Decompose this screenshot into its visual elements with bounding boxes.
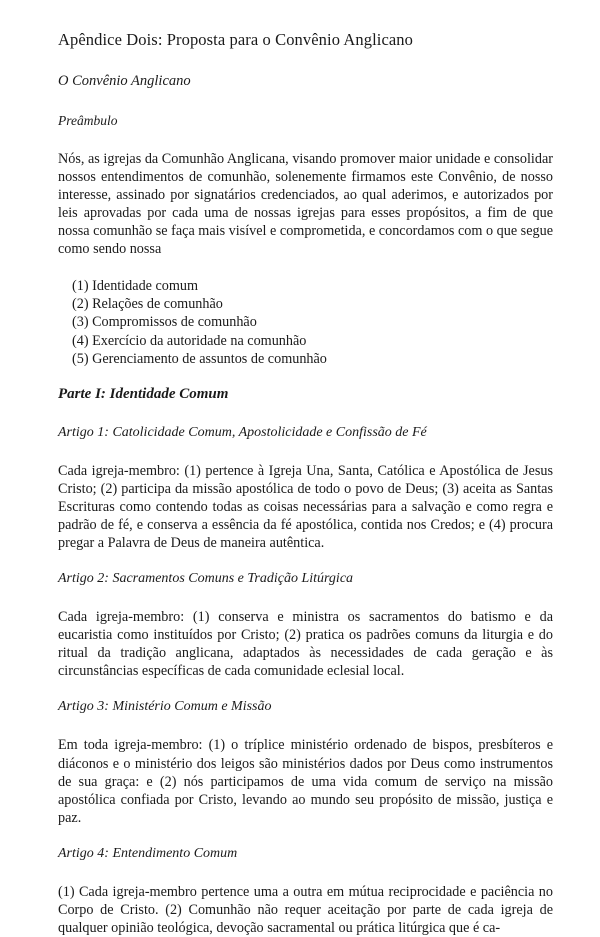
article-section bbox=[58, 570, 553, 680]
preamble-paragraph: Nós, as igrejas da Comunhão Anglicana, visando promover maior unidade e consolidar nossos entendimentos de comunhão, solenemente firmamos este Convênio, de nosso interesse, assinado por signatários credenciados, ao qual aderimos, e autorizados por leis aprovadas por cada uma de nossas igrejas para esses propósitos, a fim de que nossa comunhão se faça mais visível e comprometida, e concordamos com o que segue como sendo nossa bbox=[58, 151, 553, 258]
article-heading: Artigo 2: Sacramentos Comuns e Tradição Litúrgica bbox=[58, 571, 354, 587]
article-section bbox=[58, 845, 553, 937]
article-heading: Artigo 3: Ministério Comum e Missão bbox=[58, 699, 272, 715]
page-title: Apêndice Dois: Proposta para o Convênio Anglicano bbox=[58, 30, 414, 49]
article-heading: Artigo 1: Catolicidade Comum, Apostolicidade e Confissão de Fé bbox=[58, 424, 427, 440]
list-item: (5) Gerenciamento de assuntos de comunhão bbox=[72, 351, 327, 368]
covenant-sections-list bbox=[58, 277, 553, 369]
article-body: Cada igreja-membro: (1) conserva e ministra os sacramentos do batismo e da eucaristia como instituídos por Cristo; (2) pratica os padrões comuns da liturgia e do ritual da tradição anglicana, adaptados às necessidades de cada geração e às circunstâncias específicas de cada comunidade eclesial local. bbox=[58, 609, 553, 680]
list-item: (4) Exercício da autoridade na comunhão bbox=[72, 332, 307, 349]
article-body: Em toda igreja-membro: (1) o tríplice ministério ordenado de bispos, presbíteros e diáconos e o ministério dos leigos são ministérios dados por Deus como instrumentos de sua graça: e (2) nós participamos de uma vida comum de serviço na missão apostólica confiada por Cristo, levando ao mundo seu propósito de missão, justiça e paz. bbox=[58, 737, 553, 826]
document-subtitle: O Convênio Anglicano bbox=[58, 73, 191, 89]
part-heading: Parte I: Identidade Comum bbox=[58, 385, 229, 402]
article-section bbox=[58, 698, 553, 826]
list-item: (1) Identidade comum bbox=[72, 277, 199, 294]
article-body: (1) Cada igreja-membro pertence uma a outra em mútua reciprocidade e paciência no Corpo de Cristo. (2) Comunhão não requer aceitação por parte de cada igreja de qualquer opinião teológica, devoção sacramental ou prática litúrgica que é ca- bbox=[58, 883, 553, 937]
article-body: Cada igreja-membro: (1) pertence à Igreja Una, Santa, Católica e Apostólica de Jesus Cristo; (2) participa da missão apostólica de todo o povo de Deus; (3) aceita as Santas Escrituras como contendo todas as coisas necessárias para a salvação e como regra e padrão de fé, e conserva a essência da fé apostólica, contida nos Credos; e (4) procura pregar a Palavra de Deus de maneira autêntica. bbox=[58, 462, 553, 551]
article-section bbox=[58, 424, 553, 552]
preamble-heading: Preâmbulo bbox=[58, 113, 118, 128]
article-heading: Artigo 4: Entendimento Comum bbox=[58, 845, 238, 861]
list-item: (2) Relações de comunhão bbox=[72, 295, 223, 312]
list-item: (3) Compromissos de comunhão bbox=[72, 314, 257, 331]
